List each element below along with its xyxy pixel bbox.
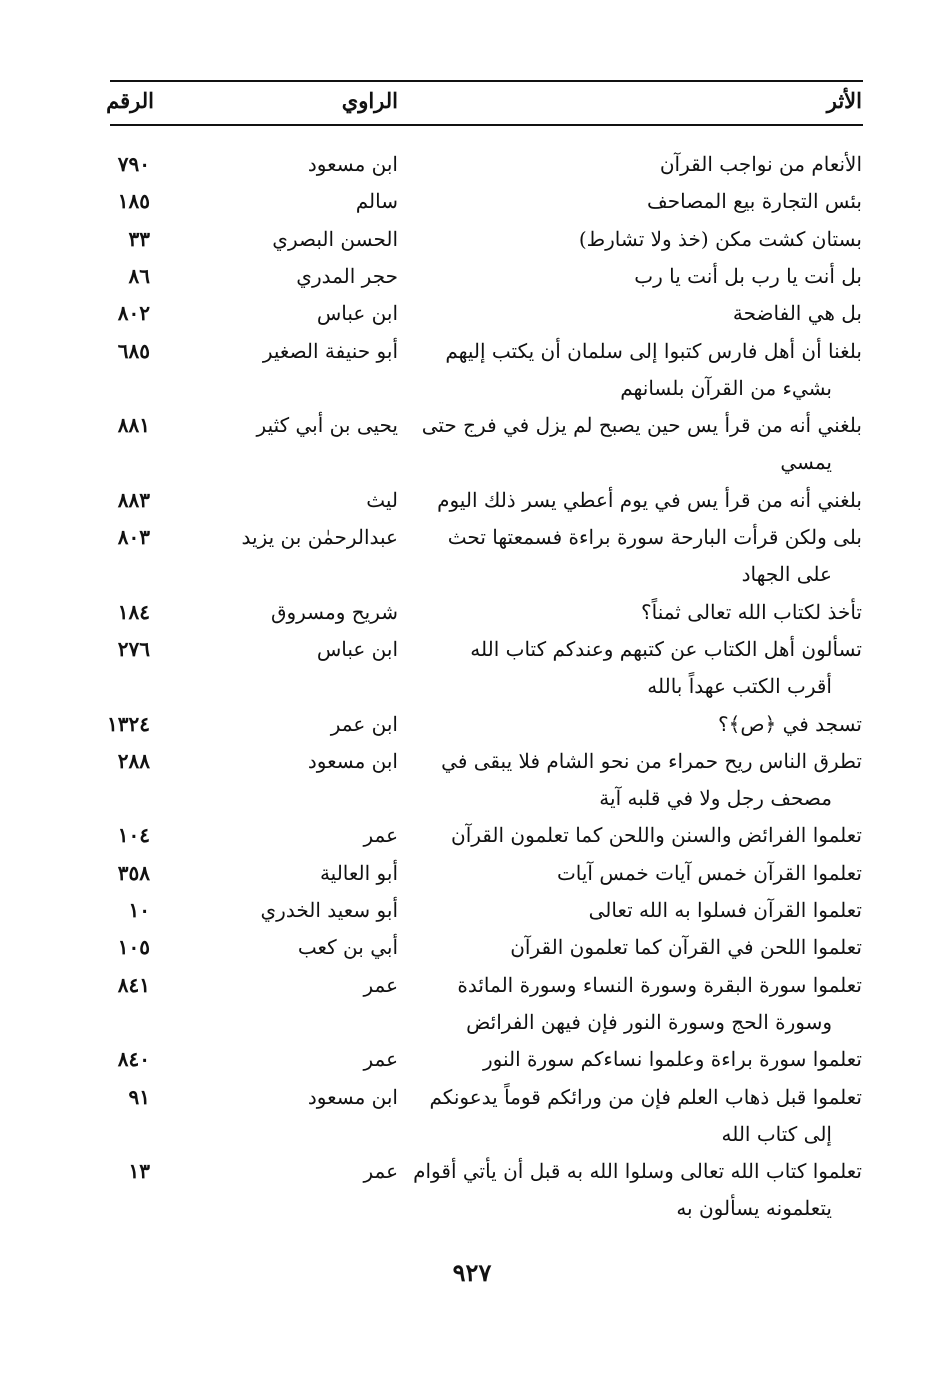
athar-text: بل أنت يا رب بل أنت يا رب	[634, 263, 862, 288]
rawi-text: سالم	[355, 189, 398, 214]
entry-number: ٨٦	[128, 263, 150, 288]
athar-continuation: أقرب الكتب عهداً بالله	[647, 674, 832, 699]
entry-number: ١٨٥	[117, 189, 150, 214]
table-row	[0, 929, 944, 966]
athar-text: تأخذ لكتاب الله تعالى ثمناً؟	[641, 599, 862, 624]
entry-number: ٨٠٣	[117, 525, 150, 549]
table-row	[0, 146, 944, 183]
athar-text: الأنعام من نواجب القرآن	[659, 152, 862, 176]
entry-number: ٨٤٠	[117, 1047, 150, 1072]
rawi-text: ابن مسعود	[307, 152, 398, 176]
page-number: ٩٢٧	[452, 1258, 492, 1287]
header-rule	[110, 124, 863, 126]
athar-continuation: بشيء من القرآن بلسانهم	[620, 375, 832, 400]
athar-text: تسألون أهل الكتاب عن كتبهم وعندكم كتاب الله	[470, 636, 862, 661]
table-row	[0, 1041, 944, 1078]
table-row	[0, 1079, 944, 1154]
table-row	[0, 407, 944, 482]
rawi-text: ابن مسعود	[307, 1084, 398, 1109]
entry-number: ٨٤١	[117, 972, 150, 997]
athar-continuation: على الجهاد	[741, 562, 832, 587]
table-row	[0, 594, 944, 631]
table-row	[0, 706, 944, 743]
rawi-text: حجر المدري	[296, 263, 398, 288]
header-number: الرقم	[106, 88, 154, 113]
athar-text: تعلموا القرآن خمس آيات خمس آيات	[556, 860, 862, 885]
table-row	[0, 1153, 944, 1228]
athar-text: تعلموا سورة البقرة وسورة النساء وسورة المائدة	[457, 972, 862, 997]
entry-number: ٦٨٥	[117, 338, 150, 363]
entry-number: ١٠٤	[117, 823, 150, 848]
rawi-text: عمر	[363, 972, 398, 997]
athar-text: بلغنا أن أهل فارس كتبوا إلى سلمان أن يكتب إليهم	[445, 338, 862, 363]
top-rule	[110, 80, 863, 82]
header-athar: الأثر	[826, 88, 862, 113]
athar-continuation: يتعلمونه يسألون به	[676, 1196, 832, 1221]
rawi-text: عبدالرحمٰن بن يزيد	[241, 525, 398, 549]
table-row	[0, 258, 944, 295]
rawi-text: يحيى بن أبي كثير	[256, 413, 398, 438]
entry-number: ١٣٢٤	[107, 711, 150, 736]
rawi-text: عمر	[363, 823, 398, 848]
athar-text: تطرق الناس ريح حمراء من نحو الشام فلا يبقى في	[441, 748, 862, 773]
entry-number: ٣٣	[128, 226, 150, 251]
table-row	[0, 221, 944, 258]
athar-text: بلى ولكن قرأت البارحة سورة براءة فسمعتها تحث	[447, 525, 862, 549]
athar-continuation: وسورة الحج وسورة النور فإن فيهن الفرائض	[466, 1009, 832, 1034]
rawi-text: عمر	[363, 1159, 398, 1184]
entry-number: ٨٠٢	[117, 301, 150, 326]
athar-text: بستان كشت مكن (خذ ولا تشارط)	[578, 226, 862, 251]
entry-number: ١٠	[128, 898, 150, 922]
athar-continuation: يمسي	[780, 450, 832, 475]
rawi-text: ابن عمر	[330, 711, 398, 736]
rawi-text: ليث	[366, 487, 398, 512]
rawi-text: أبو سعيد الخدري	[260, 898, 398, 922]
athar-continuation: إلى كتاب الله	[721, 1121, 832, 1146]
athar-continuation: مصحف رجل ولا في قلبه آية	[599, 786, 832, 811]
table-row	[0, 855, 944, 892]
rawi-text: ابن مسعود	[307, 748, 398, 773]
rawi-text: شريح ومسروق	[270, 599, 398, 624]
entry-number: ٧٩٠	[117, 152, 150, 176]
athar-text: تعلموا قبل ذهاب العلم فإن من ورائكم قوماً يدعونكم	[429, 1084, 862, 1109]
entry-number: ٢٨٨	[117, 748, 150, 773]
table-row	[0, 183, 944, 220]
entry-number: ١٨٤	[117, 599, 150, 624]
entry-number: ٣٥٨	[117, 860, 150, 885]
athar-text: بلغني أنه من قرأ يس حين يصبح لم يزل في فرج حتى	[421, 413, 862, 438]
athar-text: تسجد في ﴿ص﴾؟	[718, 711, 862, 736]
header-rawi: الراوي	[341, 88, 398, 113]
table-row	[0, 967, 944, 1042]
table-row	[0, 743, 944, 818]
athar-text: تعلموا اللحن في القرآن كما تعلمون القرآن	[510, 935, 862, 960]
table-row	[0, 631, 944, 706]
rawi-text: أبو العالية	[319, 860, 398, 885]
rawi-text: أبو حنيفة الصغير	[262, 338, 398, 363]
athar-text: تعلموا الفرائض والسنن واللحن كما تعلمون القرآن	[451, 823, 862, 848]
entry-number: ١٠٥	[117, 935, 150, 960]
rawi-text: ابن عباس	[316, 636, 398, 661]
table-row	[0, 333, 944, 408]
rawi-text: ابن عباس	[316, 301, 398, 326]
athar-text: بئس التجارة بيع المصاحف	[647, 189, 862, 214]
rawi-text: الحسن البصري	[272, 226, 398, 251]
athar-text: تعلموا القرآن فسلوا به الله تعالى	[588, 898, 862, 922]
rawi-text: عمر	[363, 1047, 398, 1072]
athar-text: بل هي الفاضحة	[732, 301, 862, 326]
athar-text: تعلموا سورة براءة وعلموا نساءكم سورة النور	[482, 1047, 862, 1072]
table-row	[0, 892, 944, 929]
table-row	[0, 482, 944, 519]
entry-number: ٨٨٣	[117, 487, 150, 512]
athar-text: بلغني أنه من قرأ يس في يوم أعطي يسر ذلك اليوم	[437, 487, 862, 512]
table-row	[0, 817, 944, 854]
entry-number: ٨٨١	[117, 413, 150, 438]
table-row	[0, 519, 944, 594]
rawi-text: أبي بن كعب	[297, 935, 398, 960]
entry-number: ٢٧٦	[117, 636, 150, 661]
athar-text: تعلموا كتاب الله تعالى وسلوا الله به قبل أن يأتي أقوام	[413, 1159, 862, 1184]
table-row	[0, 295, 944, 332]
entry-number: ٩١	[128, 1084, 150, 1109]
entry-number: ١٣	[128, 1159, 150, 1184]
